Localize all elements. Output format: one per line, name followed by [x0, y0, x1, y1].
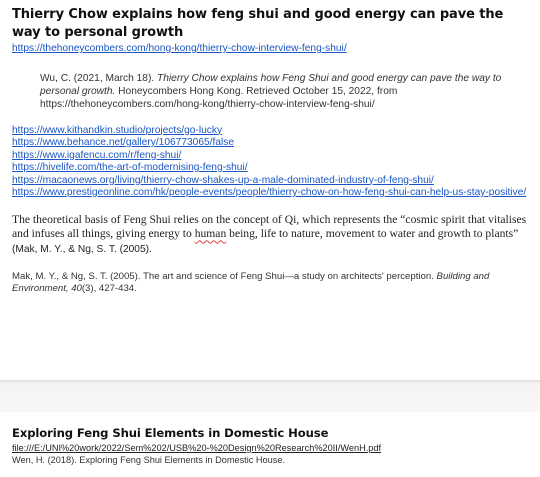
body-paragraph	[12, 213, 528, 258]
citation-block	[40, 72, 520, 111]
link-list	[12, 125, 528, 200]
link-item[interactable]: https://www.igafencu.com/r/feng-shui/	[12, 149, 182, 161]
paragraph-text-end: being, life to nature, movement to water and growth to plants”	[226, 227, 519, 241]
reference-pages: (3), 427-434.	[81, 283, 137, 295]
citation-authors-date: Wu, C. (2021, March 18).	[40, 72, 155, 84]
link-item[interactable]: https://www.kithandkin.studio/projects/go-lucky	[12, 124, 223, 136]
link-item[interactable]: https://hivelife.com/the-art-of-modernising-feng-shui/	[12, 162, 248, 173]
link-item[interactable]: https://macaonews.org/living/thierry-chow-shakes-up-a-male-dominated-industry-of-feng-shui/	[12, 174, 434, 186]
source-link[interactable]: https://thehoneycombers.com/hong-kong/thierry-chow-interview-feng-shui/	[12, 43, 347, 54]
card-title: Thierry Chow explains how feng shui and good energy can pave the way to personal growth	[12, 7, 504, 40]
reference-entry: Wen, H. (2018). Exploring Feng Shui Elements in Domestic House.	[12, 455, 286, 465]
card-divider	[0, 380, 540, 412]
reference-text: Mak, M. Y., & Ng, S. T. (2005). The art and science of Feng Shui—a study on architects' perception.	[12, 270, 434, 282]
paragraph-citation: (Mak, M. Y., & Ng, S. T. (2005).	[12, 244, 152, 256]
paragraph-text-start: The theoretical basis of Feng Shui relies on the concept of Qi, which represents the “cosmic spirit that vitalises and infuses all things, giving energy to	[12, 212, 527, 241]
link-item[interactable]: https://www.prestigeonline.com/hk/people-events/people/thierry-chow-on-how-feng-shui-can-help-us-stay-positive/	[12, 187, 527, 198]
citation-rest: Honeycombers Hong Kong. Retrieved October 15, 2022, from https://thehoneycombers.com/hong-kong/thierry-chow-interview-feng-shui/	[40, 85, 398, 110]
reference-journal: Building and Environment, 40	[12, 270, 490, 295]
link-item[interactable]: https://www.behance.net/gallery/106773065/false	[12, 137, 235, 148]
spellcheck-flagged-word[interactable]: human	[194, 227, 227, 241]
reference-entry	[12, 271, 528, 296]
file-link[interactable]: file:///E:/UNI%20work/2022/Sem%202/USB%20-%20Design%20Research%20II/WenH.pdf	[12, 443, 382, 453]
citation-title: Thierry Chow explains how Feng Shui and good energy can pave the way to personal growth.	[40, 72, 502, 97]
card-title: Exploring Feng Shui Elements in Domestic House	[12, 426, 329, 440]
note-card-feng-shui-elements	[0, 412, 540, 477]
